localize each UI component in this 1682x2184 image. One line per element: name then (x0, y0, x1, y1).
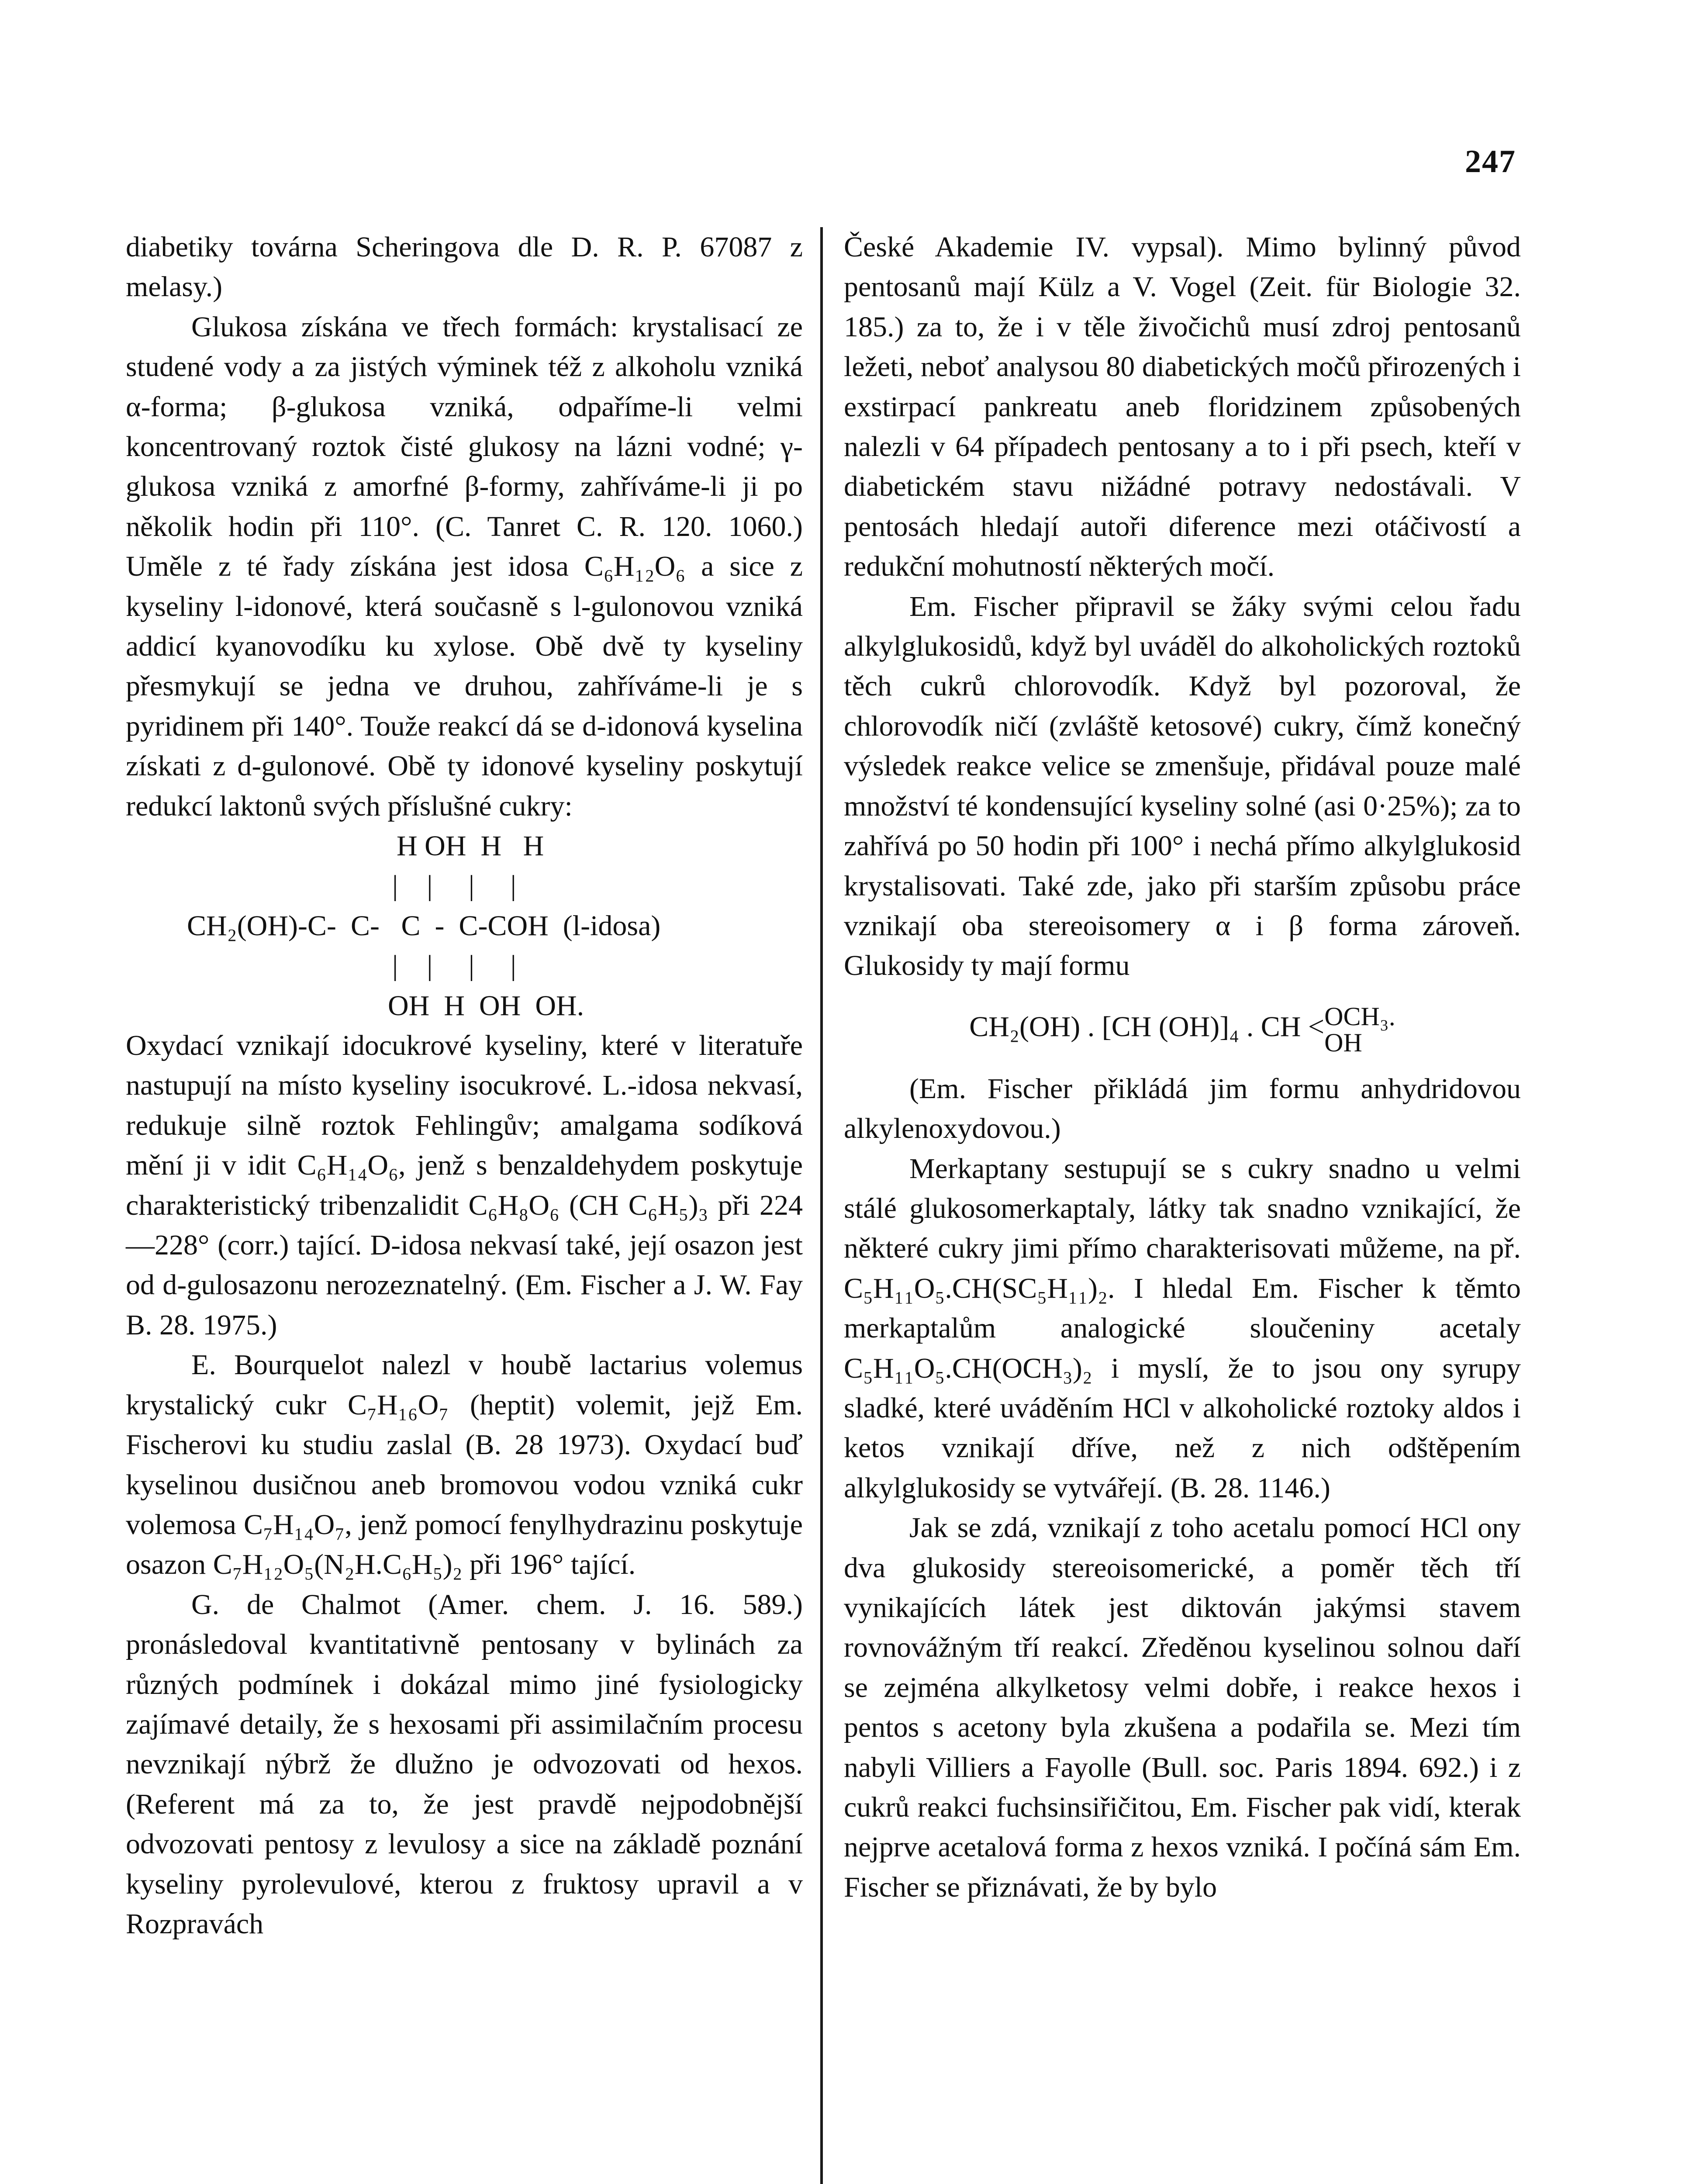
left-paragraph-3: Oxydací vznikají idocukrové kyseliny, které v literatuře nastupují na místo kyseliny isocukrové. L.-idosa nekvasí, redukuje silně roztok Fehlingův; amalgama sodíková mění ji v idit C₆H₁₄O₆, jenž s benzaldehydem poskytuje charakteristický tribenzalidit C₆H₈O₆ (CH C₆H₅)₃ při 224—228° (corr.) tající. D-idosa nekvasí také, její osazon jest od d-gulosazonu nerozeznatelný. (Em. Fischer a J. W. Fay B. 28. 1975.) (126, 1030, 803, 1341)
right-paragraph-5: Jak se zdá, vznikají z toho acetalu pomocí HCl ony dva glukosidy stereoisomerické, a poměr těch tří vynikajících látek jest diktován jakýmsi stavem rovnovážným tří reakcí. Zředěnou kyselinou solnou daří se zejména alkylketosy velmi dobře, i reakce hexos i pentos s acetony byla zkušena a podařila se. Mezi tím nabyli Villiers a Fayolle (Bull. soc. Paris 1894. 692.) i z cukrů reakci fuchsinsiřičitou, Em. Fischer pak vidí, kterak nejprve acetalová forma z hexos vzniká. I počíná sám Em. Fischer se přiznávati, že by bylo (844, 1512, 1521, 1903)
page-number: 247 (1465, 144, 1516, 180)
structure-row-4: | | | | (392, 950, 516, 982)
right-paragraph-1: České Akademie IV. vypsal). Mimo bylinný původ pentosanů mají Külz a V. Vogel (Zeit. für Biologie 32. 185.) za to, že i v těle živočichů musí zdroj pentosanů ležeti, neboť analysou 80 diabetických močů přirozených i exstirpací pankreatu aneb floridzinem způsobených nalezli v 64 případech pentosany a to i při psech, kteří v diabetickém stavu nižádné potravy nedostávali. V pentosách hledají autoři diference mezi otáčivostí a redukční mohutností některých močí. (844, 231, 1521, 583)
glucoside-formula (844, 986, 1521, 1069)
left-paragraph-1: diabetiky továrna Scheringova dle D. R. P. 67087 z melasy.) (126, 231, 803, 303)
left-column (126, 227, 803, 1944)
left-paragraph-4: E. Bourquelot nalezl v houbě lactarius volemus krystalický cukr C₇H₁₆O₇ (heptit) volemit, jejž Em. Fischerovi ku studiu zaslal (B. 28 1973). Oxydací buď kyselinou dusičnou aneb bromovou vodou vzniká cukr volemosa C₇H₁₄O₇, jenž pomocí fenylhydrazinu poskytuje osazon C₇H₁₂O₅(N₂H.C₆H₅)₂ při 196° tající. (126, 1349, 803, 1581)
right-column (844, 227, 1521, 1907)
structure-row-2: | | | | (392, 870, 516, 902)
structure-row-1: H OH H H (397, 830, 544, 862)
structure-row-3: CH₂(OH)-C- C- C - C-COH (l-idosa) (187, 909, 661, 942)
glucoside-formula-substituents (1324, 1003, 1395, 1056)
left-paragraph-5: G. de Chalmot (Amer. chem. J. 16. 589.) pronásledoval kvantitativně pentosany v bylinách za různých podmínek i dokázal mimo jiné fysiologicky zajímavé detaily, že s hexosami při assimilačním procesu nevznikají nýbrž že dlužno je odvozovati od hexos. (Referent má za to, že jest pravdě nejpodobnější odvozovati pentosy z levulosy a sice na základě poznání kyseliny pyrolevulové, kterou z fruktosy upravil a v Rozpravách (126, 1588, 803, 1940)
glucoside-formula-bottom: OH (1324, 1028, 1362, 1057)
glucoside-formula-top: OCH₃. (1324, 1002, 1395, 1031)
glucoside-formula-main: CH₂(OH) . [CH (OH)]₄ . CH < (969, 1010, 1325, 1043)
idosa-structure-formula (126, 826, 803, 1026)
right-paragraph-3: (Em. Fischer přikládá jim formu anhydridovou alkylenoxydovou.) (844, 1072, 1521, 1145)
right-paragraph-2: Em. Fischer připravil se žáky svými celou řadu alkylglukosidů, když byl uváděl do alkoholických roztoků těch cukrů chlorovodík. Když byl pozoroval, že chlorovodík ničí (zvláště ketosové) cukry, čímž konečný výsledek reakce velice se zmenšuje, přidával pouze malé množství té kondensující kyseliny solné (asi 0·25%); za to zahřívá po 50 hodin při 100° i nechá přímo alkylglukosid krystalisovati. Také zde, jako při starším způsobu práce vznikají oba stereoisomery α i β forma zároveň. Glukosidy ty mají formu (844, 590, 1521, 982)
right-paragraph-4: Merkaptany sestupují se s cukry snadno u velmi stálé glukosomerkaptaly, látky tak snadno vznikající, že některé cukry jimi přímo charakterisovati můžeme, na př. C₅H₁₁O₅.CH(SC₅H₁₁)₂. I hledal Em. Fischer k těmto merkaptalům analogické sloučeniny acetaly C₅H₁₁O₅.CH(OCH₃)₂ i myslí, že to jsou ony syrupy sladké, které uváděním HCl v alkoholické roztoky aldos i ketos vznikají dříve, než z nich odštěpením alkylglukosidy se vytvářejí. (B. 28. 1146.) (844, 1152, 1521, 1504)
left-paragraph-2: Glukosa získána ve třech formách: krystalisací ze studené vody a za jistých výminek též z alkoholu vzniká α-forma; β-glukosa vzniká, odpaříme-li velmi koncentrovaný roztok čisté glukosy na lázni vodné; γ-glukosa vzniká z amorfné β-formy, zahříváme-li ji po několik hodin při 110°. (C. Tanret C. R. 120. 1060.) Uměle z té řady získána jest idosa C₆H₁₂O₆ a sice z kyseliny l-idonové, která současně s l-gulonovou vzniká addicí kyanovodíku ku xylose. Obě dvě ty kyseliny přesmykují se jedna ve druhou, zahříváme-li je s pyridinem při 140°. Touže reakcí dá se d-idonová kyselina získati z d-gulonové. Obě ty idonové kyseliny poskytují redukcí laktonů svých příslušné cukry: (126, 311, 803, 822)
structure-row-5: OH H OH OH. (388, 989, 584, 1022)
column-divider (820, 227, 823, 2184)
